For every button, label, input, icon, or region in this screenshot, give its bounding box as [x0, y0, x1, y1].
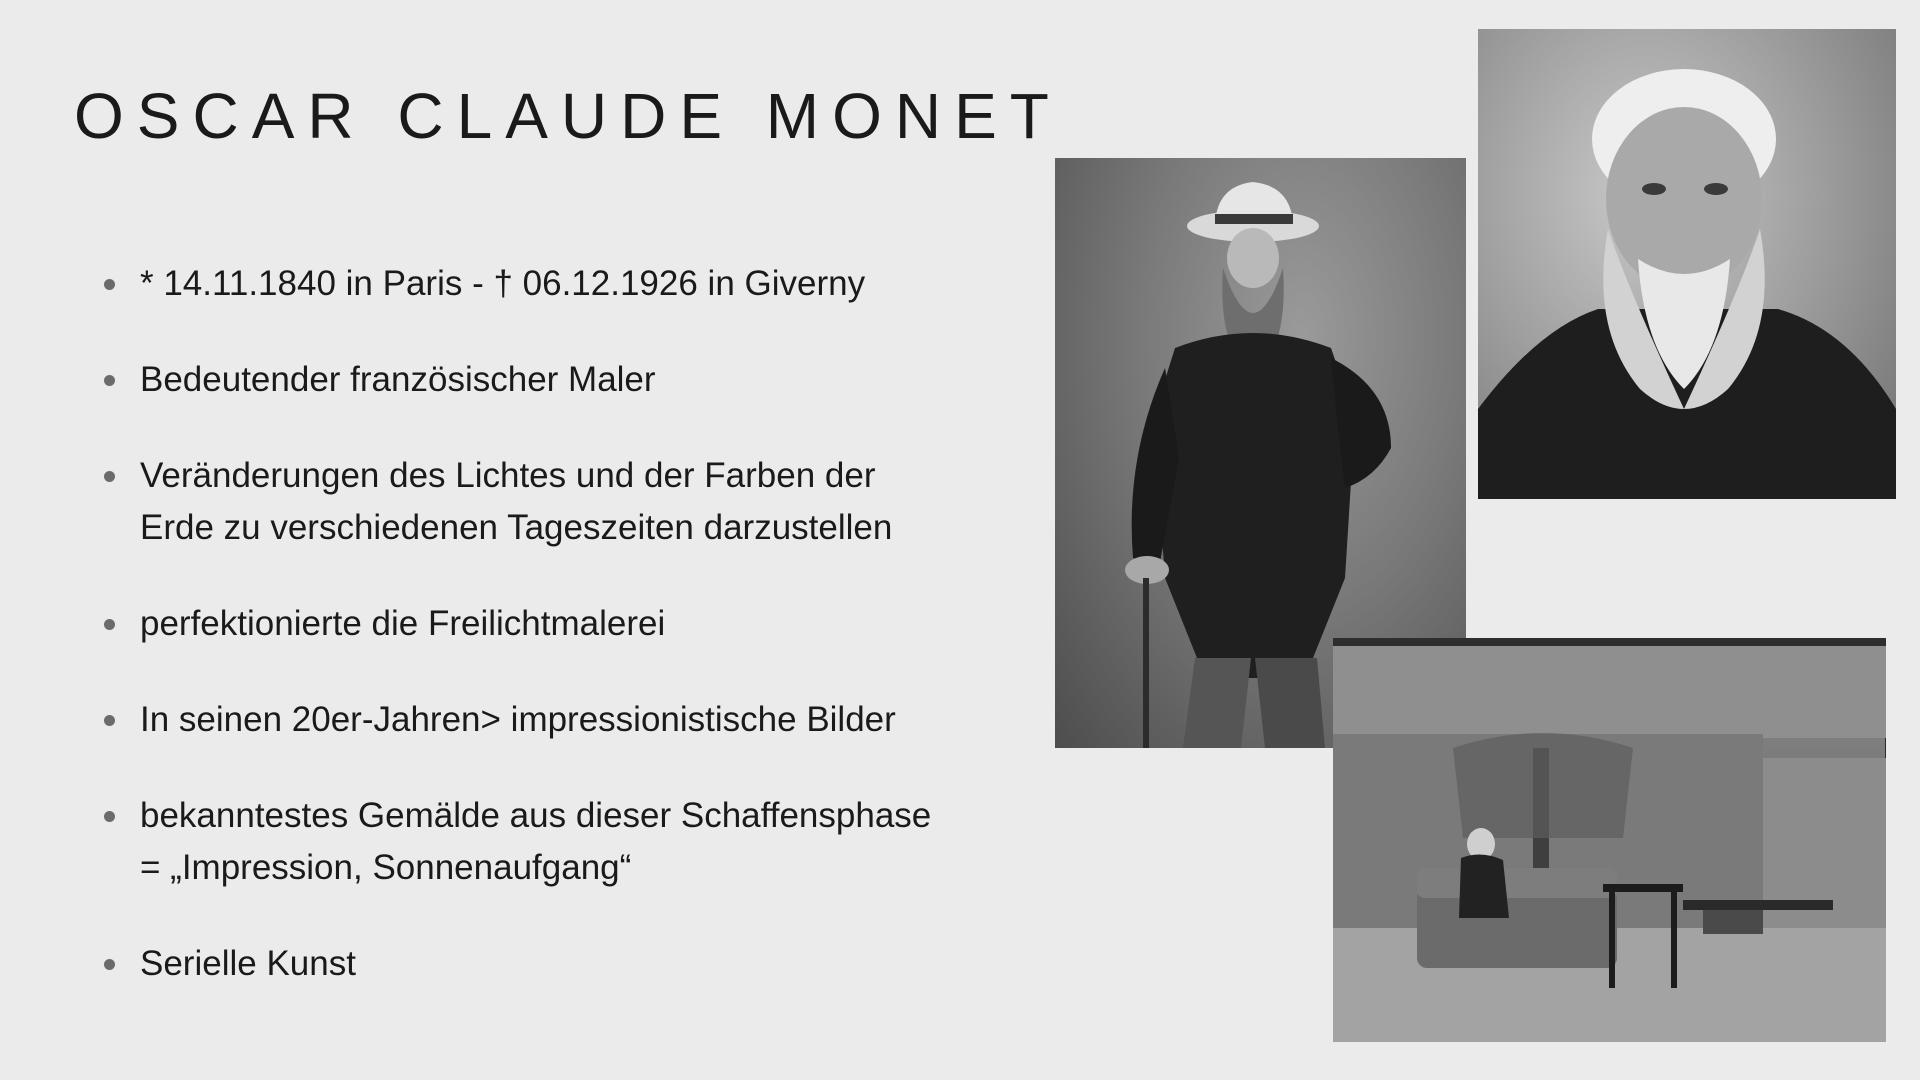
bullet-item: [104, 694, 1004, 746]
bullet-dot-icon: [104, 471, 115, 482]
bullet-text: * 14.11.1840 in Paris - † 06.12.1926 in Giverny: [140, 264, 866, 303]
bullet-item: [104, 790, 1004, 894]
bullet-item: [104, 354, 1004, 406]
bullet-text: Serielle Kunst: [140, 944, 356, 983]
bullet-item: [104, 598, 1004, 650]
bullet-text: = „Impression, Sonnenaufgang“: [140, 848, 632, 887]
bullet-dot-icon: [104, 811, 115, 822]
bullet-dot-icon: [104, 715, 115, 726]
bullet-dot-icon: [104, 619, 115, 630]
bullet-dot-icon: [104, 375, 115, 386]
bullet-text: bekanntestes Gemälde aus dieser Schaffensphase: [140, 796, 932, 835]
bullet-item: [104, 258, 1004, 310]
bullet-text: Veränderungen des Lichtes und der Farben der: [140, 456, 876, 495]
bullet-item: [104, 450, 1004, 554]
bullet-text: Erde zu verschiedenen Tageszeiten darzustellen: [140, 508, 893, 547]
bullet-item: [104, 938, 1004, 990]
bullet-text: In seinen 20er-Jahren> impressionistische Bilder: [140, 700, 896, 739]
bullet-dot-icon: [104, 279, 115, 290]
bullet-list: [104, 258, 1004, 1034]
bullet-dot-icon: [104, 959, 115, 970]
bullet-text: perfektionierte die Freilichtmalerei: [140, 604, 666, 643]
slide-title: OSCAR CLAUDE MONET: [74, 80, 1062, 152]
photo-monet-portrait-icon: [1478, 29, 1896, 499]
bullet-text: Bedeutender französischer Maler: [140, 360, 656, 399]
photo-monet-studio-icon: [1333, 638, 1886, 1042]
